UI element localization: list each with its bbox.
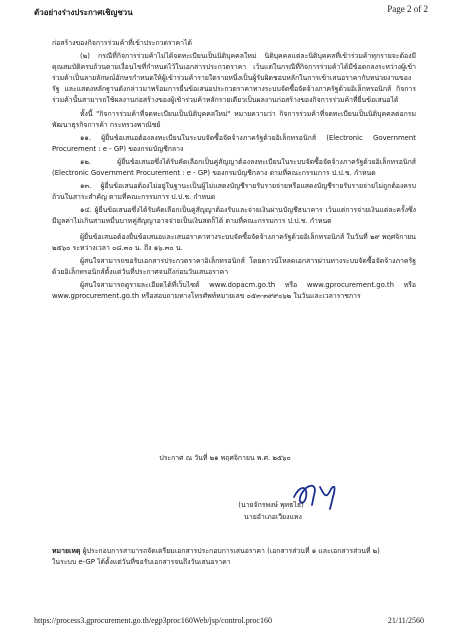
paragraph-2: (๒) กรณีที่กิจการร่วมค้าไม่ได้จดทะเบียนเป็นนิติบุคคลใหม่ นิติบุคคลแต่ละนิติบุคคลที่เข้าร่วมค้าทุกรายจะต้องมีคุณสมบัติครบถ้วนตามเงื่อนไขที่กำหนดไว้ในเอกสารประกวดราคา เว้นแต่ในกรณีที่กิจการร่วมค้าได้มีข้อตกลงระหว่างผู้เข้าร่วมค้าเป็นลายลักษณ์อักษรกำหนดให้ผู้เข้าร่วมค้ารายใดรายหนึ่งเป็นผู้รับผิดชอบหลักในการเข้าเสนอราคากับหน่วยงานของรัฐ และแสดงหลักฐานดังกล่าวมาพร้อมการยื่นข้อเสนอประกวดราคาทางระบบจัดซื้อจัดจ้างภาครัฐด้วยอิเล็กทรอนิกส์ กิจการร่วมค้านั้นสามารถใช้ผลงานก่อสร้างของผู้เข้าร่วมค้าหลักรายเดียวเป็นผลงานก่อสร้างของกิจการร่วมค้าที่ยื่นข้อเสนอได้: [52, 52, 416, 105]
paragraph-1: ก่อสร้างของกิจการร่วมค้าที่เข้าประกวดราคาได้: [52, 39, 192, 47]
clause-12: ๑๒. ผู้ยื่นข้อเสนอซึ่งได้รับคัดเลือกเป็นคู่สัญญาต้องลงทะเบียนในระบบจัดซื้อจัดจ้างภาครัฐด้วยอิเล็กทรอนิกส์ (Electronic Government Procurement : e - GP) ของกรมบัญชีกลาง ตามที่คณะกรรมการ ป.ป.ช. กำหนด: [52, 157, 416, 178]
footnote-line-1: ผู้ประกอบการสามารถจัดเตรียมเอกสารประกอบการเสนอราคา (เอกสารส่วนที่ ๑ และเอกสารส่วนที่ ๒): [82, 547, 380, 555]
footnote-label: หมายเหตุ: [52, 547, 81, 555]
submission-paragraph: ผู้ยื่นข้อเสนอต้องยื่นข้อเสนอและเสนอราคาทางระบบจัดซื้อจัดจ้างภาครัฐด้วยอิเล็กทรอนิกส์ ในวันที่ ๒๙ พฤศจิกายน ๒๕๖๐ ระหว่างเวลา ๐๘.๓๐ น. ถึง ๑๖.๓๐ น.: [52, 232, 416, 252]
document-label: ตัวอย่างร่างประกาศเชิญชวน: [34, 8, 133, 17]
print-date: 21/11/2560: [387, 616, 424, 625]
footnote: [52, 546, 416, 568]
page-number: Page 2 of 2: [387, 4, 428, 14]
signatory-name: (นายจักรพงษ์ พุทธไธ): [238, 501, 304, 509]
signatory-position: นายอำเภอเวียงแหง: [244, 513, 302, 521]
clause-14: ๑๔. ผู้ยื่นข้อเสนอซึ่งได้รับคัดเลือกเป็นคู่สัญญาต้องรับและจ่ายเงินผ่านบัญชีธนาคาร เว้นแต่การจ่ายเงินแต่ละครั้งซึ่งมีมูลค่าไม่เกินสามหมื่นบาทคู่สัญญาอาจจ่ายเป็นเงินสดก็ได้ ตามที่คณะกรรมการ ป.ป.ช. กำหนด: [52, 206, 416, 226]
clause-11: ๑๑. ผู้ยื่นข้อเสนอต้องลงทะเบียนในระบบจัดซื้อจัดจ้างภาครัฐด้วยอิเล็กทรอนิกส์ (Electronic Government Procurement : e - GP) ของกรมบัญชีกลาง: [52, 133, 416, 153]
clause-13: ๑๓. ผู้ยื่นข้อเสนอต้องไม่อยู่ในฐานะเป็นผู้ไม่แสดงบัญชีรายรับรายจ่ายหรือแสดงบัญชีรายรับรายจ่ายไม่ถูกต้องครบถ้วนในสาระสำคัญ ตามที่คณะกรรมการ ป.ป.ช. กำหนด: [52, 182, 416, 202]
paragraph-3: ทั้งนี้ "กิจการร่วมค้าที่จดทะเบียนเป็นนิติบุคคลใหม่" หมายความว่า กิจการร่วมค้าที่จดทะเบียนเป็นนิติบุคคลต่อกรมพัฒนาธุรกิจการค้า กระทรวงพาณิชย์: [52, 109, 416, 129]
footnote-line-2: ในระบบ e-GP ได้ตั้งแต่วันที่ขอรับเอกสารจนถึงวันเสนอราคา: [52, 558, 231, 566]
document-body: [52, 38, 416, 304]
announcement-date: ประกาศ ณ วันที่ ๒๑ พฤศจิกายน พ.ศ. ๒๕๖๐: [159, 454, 291, 462]
source-url: https://process3.gprocurement.go.th/egp3proc160Web/jsp/control.proc160: [34, 616, 272, 625]
download-paragraph: ผู้สนใจสามารถขอรับเอกสารประกวดราคาอิเล็กทรอนิกส์ โดยดาวน์โหลดเอกสารผ่านทางระบบจัดซื้อจัดจ้างภาครัฐด้วยอิเล็กทรอนิกส์ตั้งแต่วันที่ประกาศจนถึงก่อนวันเสนอราคา: [52, 256, 416, 276]
contact-paragraph: ผู้สนใจสามารถดูรายละเอียดได้ที่เว็บไซต์ www.dopacm.go.th หรือ www.gprocurement.go.th หรือ www.gprocurement.go.th หรือสอบถามทางโทรศัพท์หมายเลข ๐๕๓-๓๙๙๐๖๒ ในวันและเวลาราชการ: [52, 280, 416, 300]
